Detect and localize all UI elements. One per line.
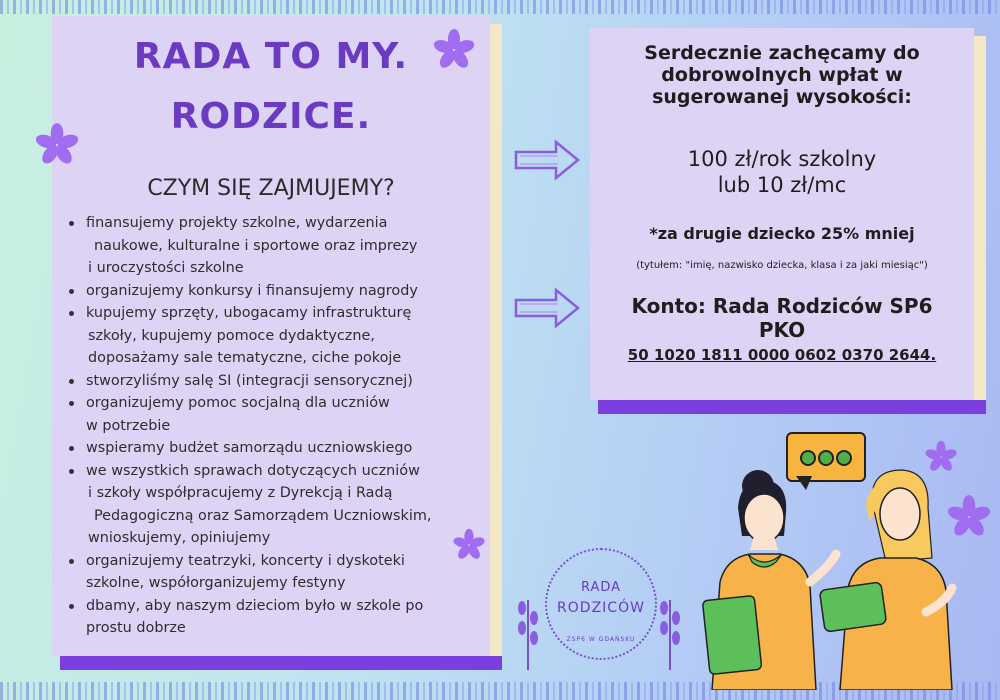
list-item-text: naukowe, kulturalne i sportowe oraz imprezy xyxy=(94,237,418,254)
list-item-text: finansujemy projekty szkolne, wydarzenia xyxy=(86,215,388,231)
lavender-icon xyxy=(508,590,548,670)
card-side xyxy=(974,36,986,408)
card-base xyxy=(60,656,502,670)
logo-text-line2: RODZICÓW xyxy=(557,600,645,616)
list-item xyxy=(66,280,476,303)
list-item-text: doposażamy sale tematyczne, ciche pokoje xyxy=(88,350,402,366)
donation-card xyxy=(590,28,974,400)
sibling-discount: *za drugie dziecko 25% mniej xyxy=(649,224,915,243)
list-item-text: dbamy, aby naszym dzieciom było w szkole po xyxy=(86,597,424,614)
flower-icon xyxy=(34,122,80,168)
list-item-text: organizujemy pomoc socjalną dla uczniów xyxy=(86,395,390,411)
woman-right-figure xyxy=(819,470,952,690)
bank-name: PKO xyxy=(758,318,806,342)
donation-intro-line: Serdecznie zachęcamy do xyxy=(644,42,920,64)
list-item xyxy=(66,392,476,437)
list-item-text: w potrzebie xyxy=(86,417,171,434)
flower-icon xyxy=(432,28,476,72)
list-item xyxy=(66,460,476,550)
list-item-text: kupujemy sprzęty, ubogacamy infrastrukturę xyxy=(86,305,412,321)
arrow-right-icon xyxy=(512,286,582,330)
arrow-right-icon xyxy=(512,138,582,182)
donation-amount-line: 100 zł/rok szkolny xyxy=(687,147,877,171)
activities-card xyxy=(52,16,490,656)
list-item xyxy=(66,212,476,280)
list-item xyxy=(66,550,476,595)
section-heading: CZYM SIĘ ZAJMUJEMY? xyxy=(147,176,395,201)
card-side xyxy=(490,24,502,664)
flower-icon xyxy=(452,528,486,562)
activities-list xyxy=(66,212,476,640)
decorative-top-edge xyxy=(0,0,1000,14)
donation-amount xyxy=(590,146,974,198)
list-item xyxy=(66,370,476,393)
list-item-text: i szkoły współpracujemy z Dyrekcją i Radą xyxy=(88,485,393,501)
list-item xyxy=(66,437,476,460)
list-item xyxy=(66,302,476,370)
bank-account-line: Konto: Rada Rodziców SP6 xyxy=(631,294,933,318)
list-item-text: we wszystkich sprawach dotyczących uczniów xyxy=(86,462,420,479)
lavender-icon xyxy=(650,590,690,670)
logo-text-line3: ZSP6 W GDAŃSKU xyxy=(566,636,636,643)
list-item-text: i uroczystości szkolne xyxy=(88,260,244,276)
list-item-text: organizujemy teatrzyki, koncerty i dyskoteki xyxy=(86,552,405,569)
list-item-text: organizujemy konkursy i finansujemy nagrody xyxy=(86,282,418,299)
page-title-line1: RADA TO MY. xyxy=(133,36,409,77)
donation-intro-line: dobrowolnych wpłat w xyxy=(661,64,903,86)
list-item-text: Pedagogiczną oraz Samorządem Uczniowskim, xyxy=(94,507,432,524)
donation-intro xyxy=(590,42,974,108)
donation-amount-line: lub 10 zł/mc xyxy=(717,173,847,197)
parents-council-logo xyxy=(545,548,657,660)
bank-account-heading xyxy=(590,294,974,342)
list-item-text: szkoły, kupujemy pomoce dydaktyczne, xyxy=(88,327,375,344)
card-base xyxy=(598,400,986,414)
donation-intro-line: sugerowanej wysokości: xyxy=(652,86,912,108)
list-item-text: prostu dobrze xyxy=(86,620,186,636)
two-people-illustration xyxy=(690,462,980,690)
list-item-text: wnioskujemy, opiniujemy xyxy=(88,530,271,546)
page-title-line2: RODZICE. xyxy=(170,96,372,137)
list-item-text: stworzyliśmy salę SI (integracji sensorycznej) xyxy=(86,372,413,389)
list-item-text: szkolne, współorganizujemy festyny xyxy=(86,575,346,591)
woman-left-figure xyxy=(702,470,836,690)
list-item-text: wspieramy budżet samorządu uczniowskiego xyxy=(86,440,413,456)
logo-text-line1: RADA xyxy=(580,580,622,595)
transfer-title-note: (tytułem: "imię, nazwisko dziecka, klasa i za jaki miesiąc") xyxy=(636,260,928,271)
list-item xyxy=(66,595,476,640)
account-number: 50 1020 1811 0000 0602 0370 2644. xyxy=(627,346,937,364)
